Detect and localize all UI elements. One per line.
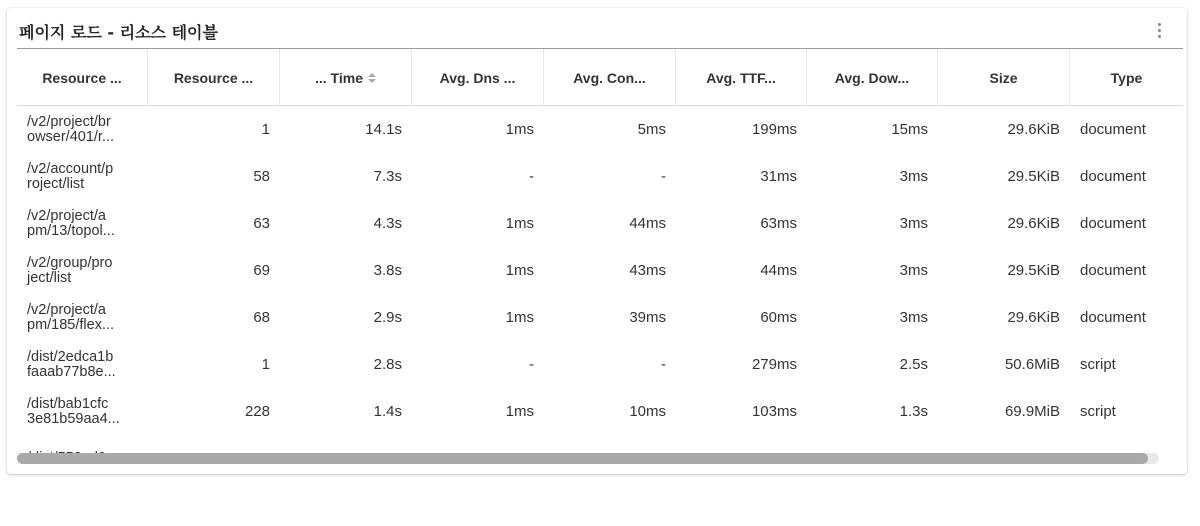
cell-con: 44ms [629,215,666,232]
column-header-5[interactable] [544,49,676,106]
cell-resource[interactable]: /v2/project/a pm/13/topol... [27,207,115,239]
cell-con: 10ms [629,403,666,420]
cell-size: 29.5KiB [1007,168,1060,185]
cell-ttfb: 31ms [760,168,797,185]
cell-ttfb: 44ms [760,262,797,279]
cell-dow: 3ms [899,168,928,185]
cell-time: 7.3s [373,168,402,185]
cell-type: document [1080,309,1146,326]
cell-ttfb: 279ms [751,356,797,373]
column-header-label: Resource ... [173,69,254,86]
horizontal-scrollbar[interactable] [17,450,1159,464]
cell-resource[interactable]: /v2/project/br owser/401/r... [27,113,115,145]
cell-dns: 1ms [505,215,534,232]
cell-type: script [1080,403,1116,420]
cell-size: 50.6MiB [1004,356,1060,373]
cell-size: 29.6KiB [1007,215,1060,232]
cell-type: document [1080,262,1146,279]
cell-count: 69 [253,262,270,279]
cell-dow: 2.5s [899,356,928,373]
card-title: 페이지 로드 - 리소스 테이블 [19,23,218,42]
sort-icon[interactable] [368,72,376,84]
cell-con: - [661,356,666,373]
table-row[interactable] [17,341,1183,388]
cell-resource[interactable]: /dist/2edca1b faaab77b8e... [27,348,116,380]
cell-count: 58 [253,168,270,185]
table-row[interactable] [17,200,1183,247]
cell-ttfb: 199ms [751,121,797,138]
cell-dow: 3ms [899,215,928,232]
cell-dow: 1.3s [899,403,928,420]
cell-dns: - [529,168,534,185]
table-header [17,48,1183,106]
column-header-3[interactable] [280,49,412,106]
cell-dow: 15ms [891,121,928,138]
cell-dow: 3ms [899,262,928,279]
column-header-4[interactable] [412,49,544,106]
cell-con: - [661,168,666,185]
column-header-9[interactable] [1070,49,1183,106]
cell-dns: 1ms [505,309,534,326]
cell-time: 2.8s [373,356,402,373]
cell-ttfb: 60ms [760,309,797,326]
column-header-8[interactable] [938,49,1070,106]
cell-time: 2.9s [373,309,402,326]
column-header-label: Type [1110,69,1143,86]
column-header-label: Size [989,69,1018,86]
table-row[interactable] [17,247,1183,294]
column-header-1[interactable] [17,49,148,106]
cell-size: 69.9MiB [1004,403,1060,420]
card-header [7,8,1187,48]
cell-dns: 1ms [505,121,534,138]
resource-table [17,48,1183,464]
cell-type: document [1080,215,1146,232]
cell-time: 3.8s [373,262,402,279]
column-header-6[interactable] [676,49,807,106]
cell-count: 1 [261,121,270,138]
cell-size: 29.6KiB [1007,121,1060,138]
cell-type: document [1080,121,1146,138]
cell-dns: - [529,356,534,373]
cell-con: 43ms [629,262,666,279]
table-row[interactable] [17,388,1183,435]
cell-ttfb: 103ms [751,403,797,420]
column-header-label: Resource ... [42,69,122,86]
cell-ttfb: 63ms [760,215,797,232]
cell-count: 63 [253,215,270,232]
cell-con: 5ms [637,121,666,138]
table-row[interactable] [17,294,1183,341]
cell-count: 1 [261,356,270,373]
cell-resource[interactable]: /v2/group/pro ject/list [27,254,113,286]
cell-dns: 1ms [505,403,534,420]
more-vertical-icon[interactable] [1151,20,1167,42]
column-header-label: Avg. Con... [573,69,646,86]
cell-time: 14.1s [365,121,402,138]
table-body [17,106,1183,450]
cell-resource[interactable]: /v2/account/p roject/list [27,160,114,192]
cell-resource[interactable]: /v2/project/a pm/185/flex... [27,301,115,333]
column-header-label: Avg. TTF... [706,69,776,86]
cell-type: document [1080,168,1146,185]
cell-type: script [1080,356,1116,373]
cell-size: 29.6KiB [1007,309,1060,326]
cell-time: 1.4s [373,403,402,420]
cell-resource[interactable]: /dist/bab1cfc 3e81b59aa4... [27,395,120,427]
cell-size: 29.5KiB [1007,262,1060,279]
cell-count: 68 [253,309,270,326]
column-header-label: Avg. Dow... [834,69,910,86]
column-header-7[interactable] [807,49,938,106]
resource-table-card [7,8,1187,474]
column-header-label: Avg. Dns ... [439,69,516,86]
scrollbar-thumb[interactable] [17,453,1148,464]
cell-dns: 1ms [505,262,534,279]
cell-dow: 3ms [899,309,928,326]
column-header-2[interactable] [148,49,280,106]
cell-con: 39ms [629,309,666,326]
cell-time: 4.3s [373,215,402,232]
table-row[interactable] [17,106,1183,153]
table-row[interactable] [17,153,1183,200]
cell-count: 228 [244,403,270,420]
column-header-label: ... Time [315,69,363,86]
